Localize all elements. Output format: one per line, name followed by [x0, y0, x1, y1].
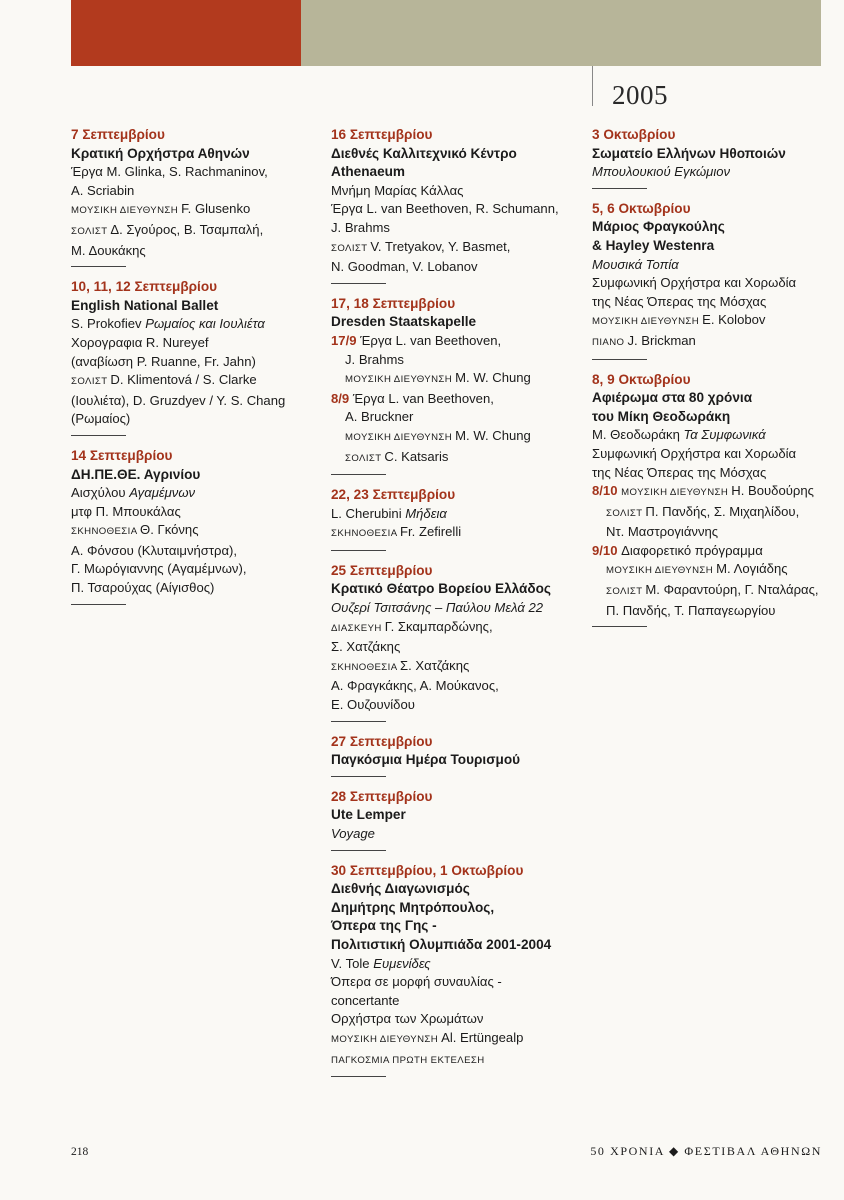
- event-title: Διεθνές Καλλιτεχνικό Κέντρο: [331, 145, 517, 161]
- event-line: [331, 992, 581, 1011]
- event-entry: [331, 862, 581, 1078]
- event-line: [331, 145, 581, 164]
- event-line: [331, 917, 581, 936]
- event-text: Συμφωνική Ορχήστρα και Χορωδία: [592, 445, 797, 461]
- credit-role: ΔΙΑΣΚΕΥΗ: [331, 622, 385, 634]
- event-text: (Ιουλιέτα), D. Gruzdyev / Y. S. Chang: [71, 392, 286, 408]
- event-date: 7 Σεπτεμβρίου: [71, 127, 165, 142]
- event-text: D. Klimentová / S. Clarke: [110, 372, 257, 388]
- event-text: (αναβίωση P. Ruanne, Fr. Jahn): [71, 353, 256, 369]
- event-title: & Hayley Westenra: [592, 237, 715, 253]
- publication-title: 50 ΧΡΟΝΙΑ ◆ ΦΕΣΤΙΒΑΛ ΑΘΗΝΩΝ: [590, 1144, 822, 1158]
- event-title: Κρατικό Θέατρο Βορείου Ελλάδος: [331, 581, 552, 597]
- event-text: Ορχήστρα των Χρωμάτων: [331, 1011, 484, 1027]
- event-line: [331, 1010, 581, 1029]
- event-line: [592, 523, 832, 542]
- event-text: (Ρωμαίος): [71, 411, 131, 427]
- event-entry: [331, 295, 581, 475]
- work-title: Voyage: [331, 826, 375, 841]
- event-text: Σ. Χατζάκης: [400, 657, 470, 673]
- credit-role: ΜΟΥΣΙΚΗ ΔΙΕΥΘΥΝΣΗ: [345, 431, 456, 443]
- event-line: [331, 313, 581, 332]
- event-line: [331, 505, 581, 524]
- event-separator: [71, 435, 126, 436]
- event-line: [331, 936, 581, 955]
- event-line: [331, 657, 581, 678]
- event-title: Όπερα της Γης -: [331, 918, 437, 934]
- credit-role: ΣΟΛΙΣΤ: [71, 225, 111, 237]
- event-date: 27 Σεπτεμβρίου: [331, 733, 433, 749]
- event-line: [71, 503, 316, 522]
- event-text: Σ. Χατζάκης: [331, 639, 401, 655]
- credit-role: ΜΟΥΣΙΚΗ ΔΙΕΥΘΥΝΣΗ: [345, 374, 456, 386]
- event-line: [331, 973, 581, 992]
- event-title: ΔΗ.ΠΕ.ΘΕ. Αγρινίου: [71, 466, 201, 482]
- event-text: A. Scriabin: [71, 182, 135, 198]
- event-entry: [331, 126, 581, 284]
- event-title: Δημήτρης Μητρόπουλος,: [331, 899, 495, 915]
- event-title: Κρατική Ορχήστρα Αθηνών: [71, 145, 250, 161]
- event-text: Έργα L. van Beethoven, R. Schumann,: [331, 201, 559, 217]
- credit-role: ΜΟΥΣΙΚΗ ΔΙΕΥΘΥΝΣΗ: [331, 1033, 442, 1045]
- event-line: [331, 369, 581, 390]
- event-line: [592, 274, 832, 293]
- event-date: 16 Σεπτεμβρίου: [331, 127, 433, 142]
- event-text: F. Glusenko: [181, 201, 251, 217]
- event-text: L. Cherubini: [331, 505, 406, 521]
- event-date: 14 Σεπτεμβρίου: [71, 447, 173, 463]
- page-number: 218: [71, 1146, 89, 1158]
- event-separator: [331, 283, 386, 284]
- credit-role: ΜΟΥΣΙΚΗ ΔΙΕΥΘΥΝΣΗ: [621, 487, 732, 499]
- event-title: Αφιέρωμα στα 80 χρόνια: [592, 390, 753, 406]
- event-line: [592, 464, 832, 483]
- credit-role: ΣΚΗΝΟΘΕΣΙΑ: [331, 528, 401, 540]
- sub-date: 8/9: [331, 390, 353, 406]
- credit-role: ΜΟΥΣΙΚΗ ΔΙΕΥΘΥΝΣΗ: [71, 205, 182, 217]
- event-title: Πολιτιστική Ολυμπιάδα 2001-2004: [331, 936, 552, 952]
- header-red-block: [71, 0, 301, 66]
- event-entry: [331, 733, 581, 777]
- credit-role: ΠΙΑΝΟ: [592, 336, 628, 348]
- event-line: [71, 145, 316, 164]
- event-line: [331, 1029, 581, 1050]
- event-line: [592, 445, 832, 464]
- event-separator: [592, 626, 647, 627]
- event-title: Μάριος Φραγκούλης: [592, 219, 725, 235]
- event-text: J. Brickman: [627, 332, 696, 348]
- event-line: [71, 579, 316, 598]
- event-line: [331, 1050, 581, 1071]
- event-line: [331, 332, 581, 351]
- event-text: M. W. Chung: [455, 427, 531, 443]
- event-line: [71, 484, 316, 503]
- event-line: [71, 200, 316, 221]
- credit-role: ΜΟΥΣΙΚΗ ΔΙΕΥΘΥΝΣΗ: [606, 565, 717, 577]
- event-separator: [331, 1076, 386, 1077]
- event-line: [592, 218, 832, 237]
- event-line: [592, 293, 832, 312]
- event-line: [592, 145, 832, 164]
- event-line: [71, 297, 316, 316]
- event-text: Μ. Θεοδωράκη: [592, 427, 684, 443]
- event-line: [331, 806, 581, 825]
- event-line: [592, 389, 832, 408]
- event-title: Σωματείο Ελλήνων Ηθοποιών: [592, 145, 786, 161]
- event-line: [592, 332, 832, 353]
- event-text: J. Brahms: [345, 351, 404, 367]
- event-line: [331, 182, 581, 201]
- event-date: 3 Οκτωβρίου: [592, 127, 676, 142]
- event-line: [71, 353, 316, 372]
- credit-role: ΣΚΗΝΟΘΕΣΙΑ: [71, 526, 141, 538]
- event-separator: [331, 776, 386, 777]
- event-text: Ε. Ουζουνίδου: [331, 697, 415, 713]
- event-text: Μ. Λογιάδης: [716, 561, 788, 577]
- event-text: Π. Πανδής, Σ. Μιχαηλίδου,: [645, 503, 800, 519]
- event-entry: [592, 126, 832, 189]
- event-date: 25 Σεπτεμβρίου: [331, 562, 433, 578]
- event-line: [331, 427, 581, 448]
- work-title: Ουζερί Τσιτσάνης – Παύλου Μελά 22: [331, 600, 544, 616]
- event-line: [592, 602, 832, 621]
- event-text: M. W. Chung: [455, 370, 531, 386]
- column-3: [592, 126, 832, 638]
- event-text: Όπερα σε μορφή συναυλίας -: [331, 974, 502, 990]
- event-text: Δ. Σγούρος, Β. Τσαμπαλή,: [110, 221, 264, 237]
- event-line: [331, 258, 581, 277]
- event-text: A. Bruckner: [345, 409, 414, 425]
- event-text: J. Brahms: [331, 219, 390, 235]
- year-divider: [592, 66, 593, 106]
- event-line: [71, 221, 316, 242]
- event-title: English National Ballet: [71, 297, 219, 313]
- event-date: 22, 23 Σεπτεμβρίου: [331, 487, 456, 503]
- event-date: 17, 18 Σεπτεμβρίου: [331, 295, 456, 311]
- event-text: Η. Βουδούρης: [731, 483, 814, 499]
- event-text: Al. Ertüngealp: [441, 1029, 524, 1045]
- event-line: [592, 408, 832, 427]
- event-text: E. Kolobov: [702, 312, 766, 328]
- event-line: [71, 315, 316, 334]
- event-line: [331, 880, 581, 899]
- event-line: [592, 256, 832, 275]
- event-line: [331, 351, 581, 370]
- event-entry: [331, 788, 581, 851]
- event-separator: [331, 550, 386, 551]
- event-text: Διαφορετικό πρόγραμμα: [621, 542, 763, 558]
- event-text: N. Goodman, V. Lobanov: [331, 259, 478, 275]
- event-entry: [71, 278, 316, 436]
- event-date: 30 Σεπτεμβρίου, 1 Οκτωβρίου: [331, 862, 524, 878]
- event-line: [331, 523, 581, 544]
- event-entry: [71, 126, 316, 267]
- event-text: της Νέας Όπερας της Μόσχας: [592, 464, 767, 480]
- event-line: [71, 466, 316, 485]
- event-line: [592, 581, 832, 602]
- event-text: Έργα M. Glinka, S. Rachmaninov,: [71, 164, 268, 180]
- work-title: Ευμενίδες: [373, 955, 431, 971]
- event-text: V. Tole: [331, 955, 374, 971]
- event-title: του Μίκη Θεοδωράκη: [592, 408, 731, 424]
- header-olive-block: [301, 0, 821, 66]
- event-line: [331, 599, 581, 618]
- event-text: Συμφωνική Ορχήστρα και Χορωδία: [592, 275, 797, 291]
- event-date: 28 Σεπτεμβρίου: [331, 788, 433, 804]
- event-line: [331, 751, 581, 770]
- event-line: [331, 200, 581, 219]
- credit-role: ΣΚΗΝΟΘΕΣΙΑ: [331, 661, 401, 673]
- event-text: Μνήμη Μαρίας Κάλλας: [331, 182, 464, 198]
- event-line: [592, 503, 832, 524]
- event-line: [71, 560, 316, 579]
- event-line: [331, 618, 581, 639]
- event-title: Dresden Staatskapelle: [331, 314, 477, 330]
- event-text: Μ. Δουκάκης: [71, 242, 146, 258]
- sub-date: 9/10: [592, 542, 622, 558]
- event-separator: [331, 721, 386, 722]
- event-line: [331, 448, 581, 469]
- event-line: [71, 371, 316, 392]
- event-line: [331, 825, 581, 844]
- sub-date: 17/9: [331, 332, 361, 348]
- event-separator: [331, 850, 386, 851]
- event-text: Π. Τσαρούχας (Αίγισθος): [71, 580, 215, 596]
- event-text: Μ. Φαραντούρη, Γ. Νταλάρας,: [645, 582, 819, 598]
- event-line: [331, 163, 581, 182]
- event-line: [331, 638, 581, 657]
- event-line: [71, 182, 316, 201]
- event-text: Α. Φραγκάκης, Α. Μούκανος,: [331, 678, 499, 694]
- event-text: Fr. Zefirelli: [400, 524, 462, 540]
- event-line: [592, 542, 832, 561]
- event-entry: [592, 200, 832, 360]
- event-title: Athenaeum: [331, 164, 406, 180]
- event-separator: [592, 188, 647, 189]
- event-text: Ντ. Μαστρογιάννης: [606, 524, 719, 540]
- event-date: 5, 6 Οκτωβρίου: [592, 200, 691, 216]
- event-text: Έργα L. van Beethoven,: [352, 390, 494, 406]
- event-text: Α. Φόνσου (Κλυταιμνήστρα),: [71, 542, 238, 558]
- event-line: [592, 237, 832, 256]
- event-entry: [331, 562, 581, 722]
- event-text: Αισχύλου: [71, 485, 130, 501]
- event-text: Χορογραφια R. Nureyef: [71, 334, 209, 350]
- event-line: [71, 163, 316, 182]
- event-line: [71, 542, 316, 561]
- event-title: Διεθνής Διαγωνισμός: [331, 881, 470, 897]
- credit-role: ΣΟΛΙΣΤ: [606, 507, 646, 519]
- work-title: Μήδεια: [405, 505, 447, 521]
- event-line: [71, 242, 316, 261]
- event-text: S. Prokofiev: [71, 316, 146, 332]
- event-text: Π. Πανδής, Τ. Παπαγεωργίου: [606, 602, 776, 618]
- event-title: Ute Lemper: [331, 807, 406, 823]
- credit-role: ΣΟΛΙΣΤ: [345, 452, 385, 464]
- event-text: V. Tretyakov, Y. Basmet,: [370, 238, 511, 254]
- credit-role: ΣΟΛΙΣΤ: [606, 586, 646, 598]
- event-line: [71, 521, 316, 542]
- event-line: [331, 677, 581, 696]
- event-separator: [71, 266, 126, 267]
- event-entry: [331, 486, 581, 551]
- event-text: Θ. Γκόνης: [140, 522, 199, 538]
- column-1: [71, 126, 316, 616]
- event-line: [71, 392, 316, 411]
- event-title: Παγκόσμια Ημέρα Τουρισμού: [331, 752, 521, 768]
- event-separator: [592, 359, 647, 360]
- work-title: Μπουλουκιού Εγκώμιον: [592, 164, 731, 180]
- event-line: [331, 390, 581, 409]
- event-line: [592, 163, 832, 182]
- event-line: [592, 560, 832, 581]
- credit-role: ΠΑΓΚΟΣΜΙΑ ΠΡΩΤΗ ΕΚΤΕΛΕΣΗ: [331, 1054, 485, 1066]
- event-text: Γ. Μωρόγιαννης (Αγαμέμνων),: [71, 561, 247, 577]
- credit-role: ΣΟΛΙΣΤ: [331, 242, 371, 254]
- event-line: [592, 426, 832, 445]
- work-title: Ρωμαίος και Ιουλιέτα: [145, 316, 265, 332]
- event-separator: [71, 604, 126, 605]
- event-line: [331, 696, 581, 715]
- event-entry: [71, 447, 316, 605]
- event-text: της Νέας Όπερας της Μόσχας: [592, 293, 767, 309]
- event-separator: [331, 474, 386, 475]
- event-line: [331, 408, 581, 427]
- event-line: [331, 238, 581, 259]
- event-text: concertante: [331, 992, 400, 1008]
- event-date: 8, 9 Οκτωβρίου: [592, 371, 691, 387]
- work-title: Τα Συμφωνικά: [683, 427, 766, 443]
- event-text: C. Katsaris: [384, 448, 449, 464]
- event-line: [331, 219, 581, 238]
- event-line: [331, 955, 581, 974]
- event-line: [71, 410, 316, 429]
- event-line: [331, 899, 581, 918]
- work-title: Μουσικά Τοπία: [592, 256, 679, 272]
- event-date: 10, 11, 12 Σεπτεμβρίου: [71, 279, 218, 295]
- sub-date: 8/10: [592, 483, 622, 499]
- year-heading: 2005: [612, 80, 668, 110]
- credit-role: ΣΟΛΙΣΤ: [71, 376, 111, 388]
- event-line: [331, 580, 581, 599]
- event-text: Έργα L. van Beethoven,: [360, 332, 502, 348]
- event-line: [592, 311, 832, 332]
- event-line: [71, 334, 316, 353]
- credit-role: ΜΟΥΣΙΚΗ ΔΙΕΥΘΥΝΣΗ: [592, 316, 703, 328]
- event-line: [592, 482, 832, 503]
- event-entry: [592, 371, 832, 628]
- column-2: [331, 126, 581, 1088]
- event-text: Γ. Σκαμπαρδώνης,: [384, 618, 493, 634]
- work-title: Αγαμέμνων: [129, 485, 196, 501]
- event-text: μτφ Π. Μπουκάλας: [71, 503, 181, 519]
